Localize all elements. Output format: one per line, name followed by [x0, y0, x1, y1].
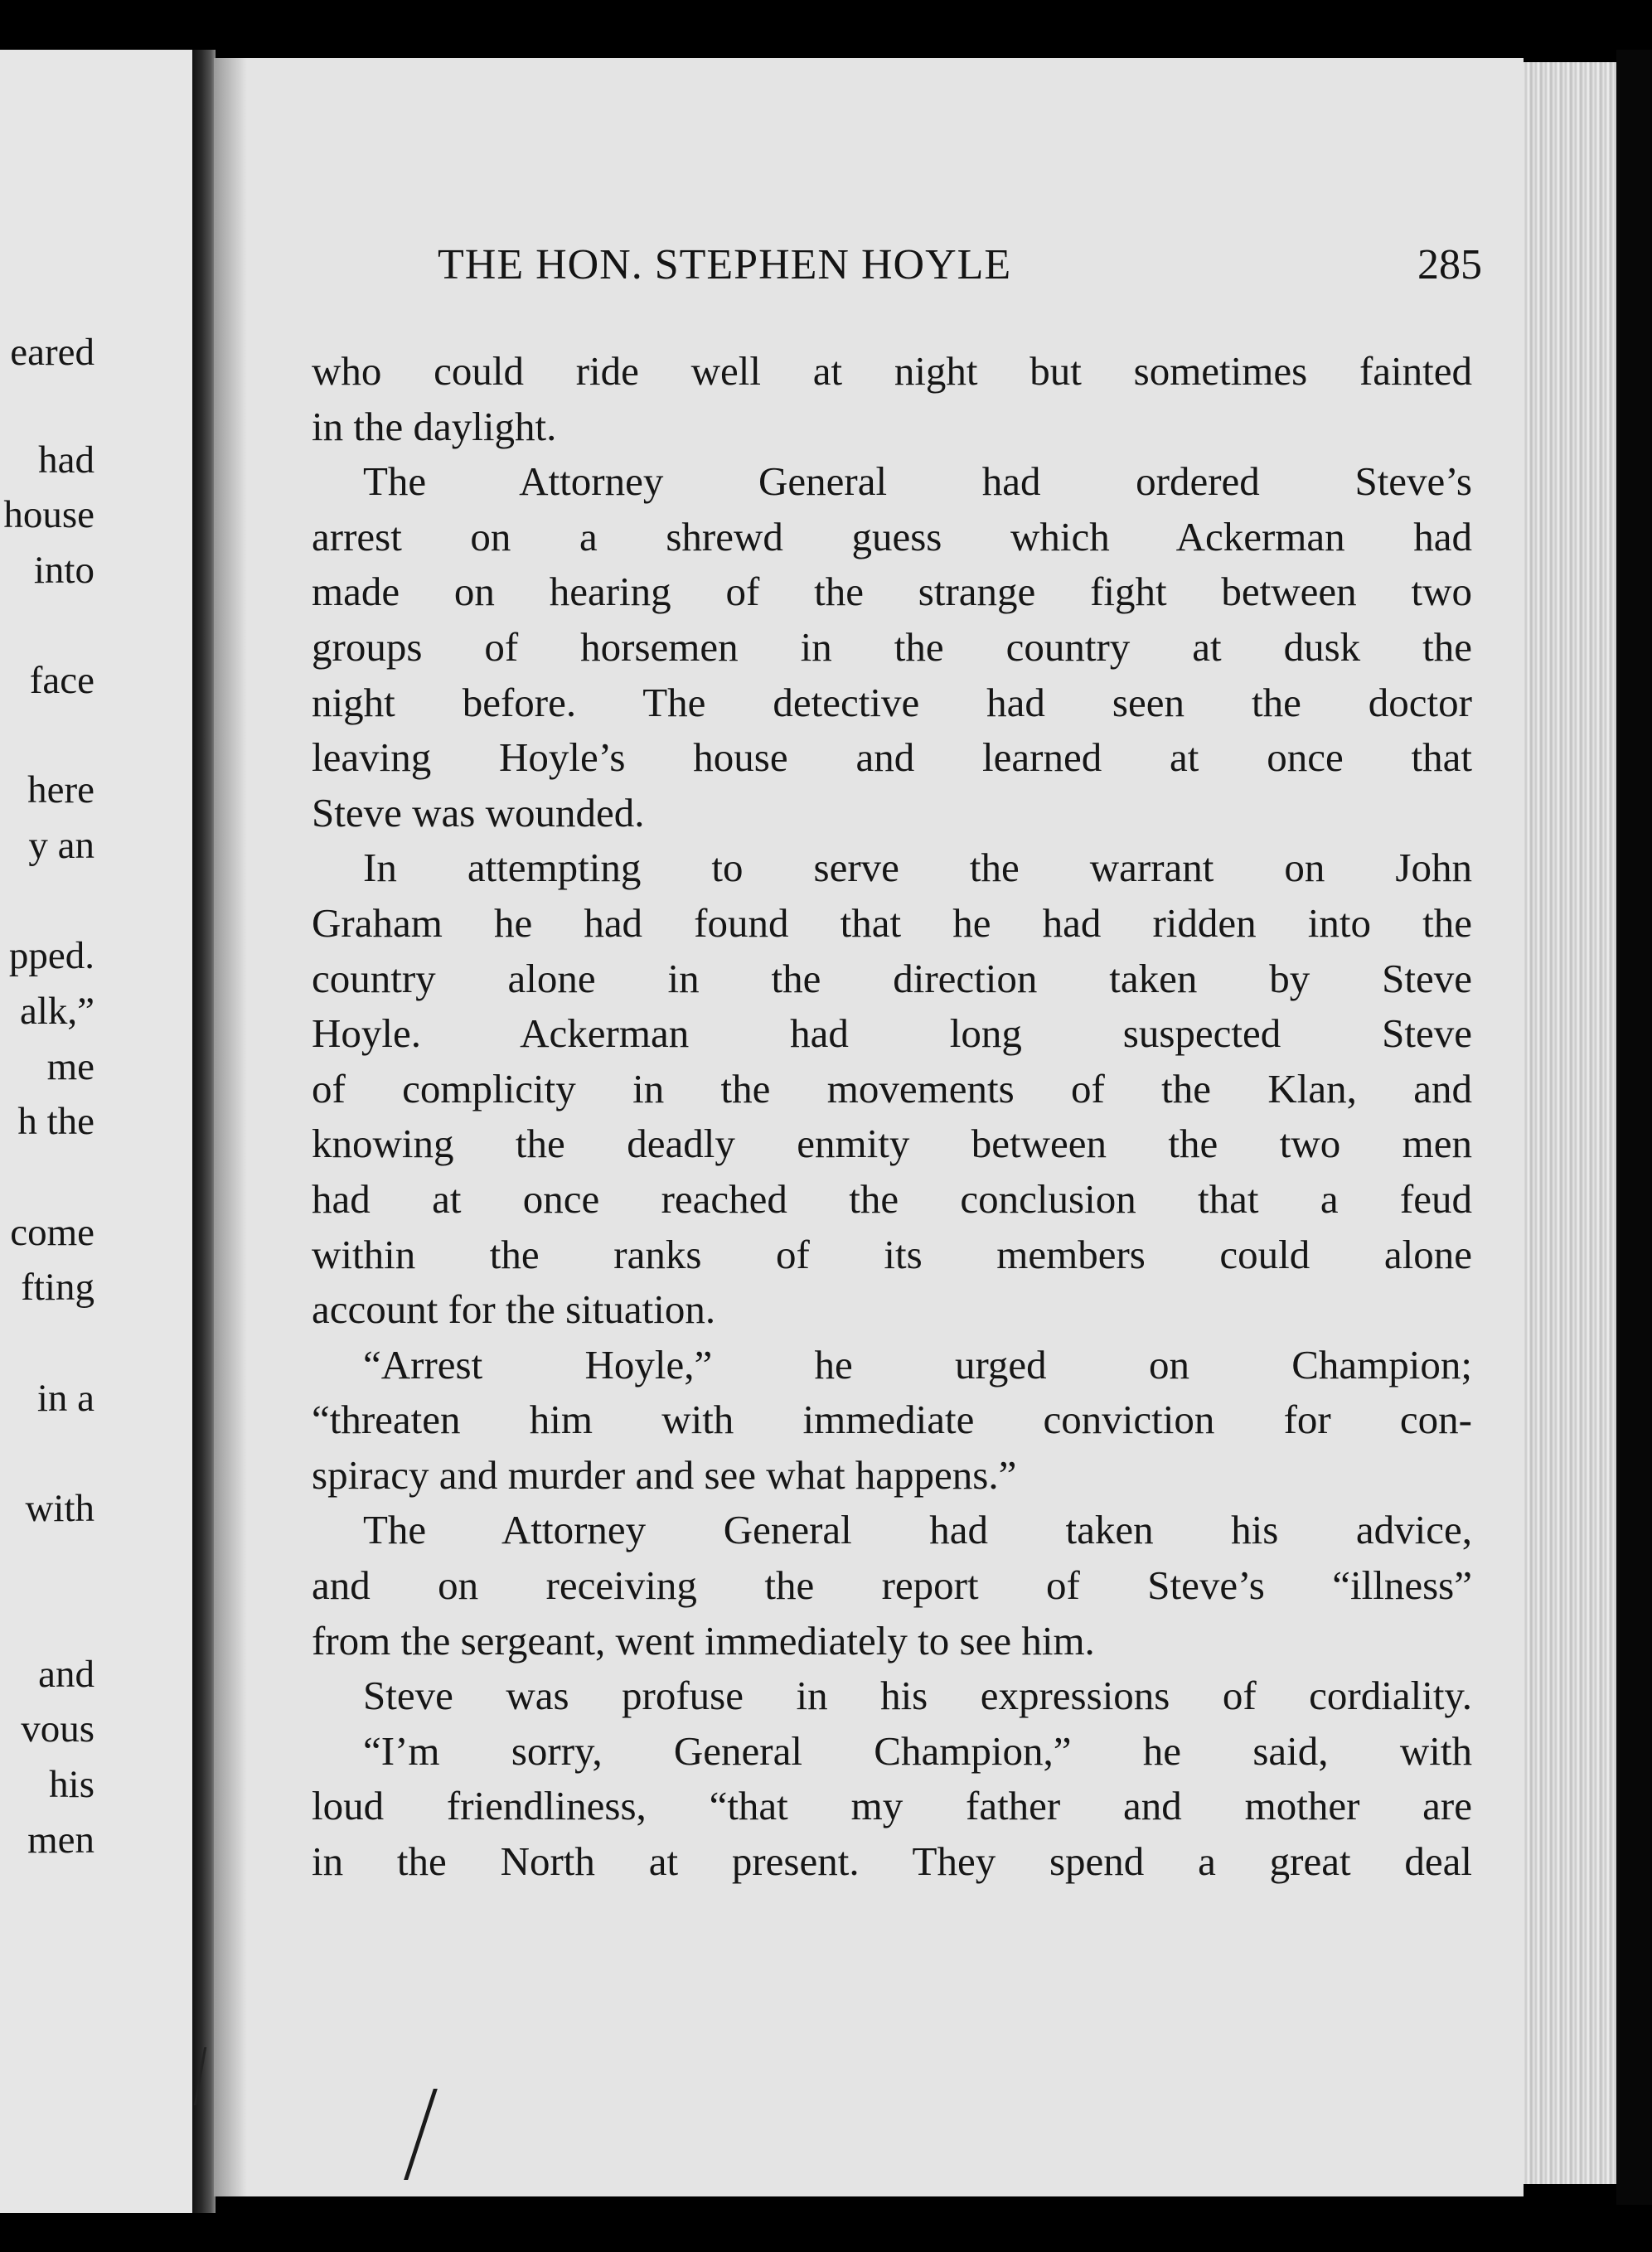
text-line: arrest on a shrewd guess which Ackerman had [312, 513, 1472, 559]
scan-border [1616, 50, 1652, 2205]
text-line: in the North at present. They spend a great deal [312, 1838, 1472, 1885]
text-line: within the ranks of its members could alone [312, 1231, 1472, 1277]
text-line: leaving Hoyle’s house and learned at once that [312, 734, 1472, 781]
text-line: Hoyle. Ackerman had long suspected Steve [312, 1010, 1472, 1057]
text-line: had at once reached the conclusion that a feud [312, 1175, 1472, 1222]
text-line: In attempting to serve the warrant on John [363, 845, 1472, 891]
left-page-line: his [49, 1763, 94, 1806]
left-page-line: fting [21, 1266, 94, 1309]
left-page-line: here [27, 768, 94, 811]
left-page-line: and [38, 1653, 94, 1696]
left-page-line: alk,” [19, 990, 94, 1033]
text-line: groups of horsemen in the country at dusk the [312, 623, 1472, 670]
left-page-line: vous [21, 1707, 94, 1751]
text-line: night before. The detective had seen the doctor [312, 679, 1472, 725]
running-head [438, 240, 1482, 307]
body-text [312, 344, 1472, 1890]
left-page-line: y an [28, 824, 94, 867]
text-line: of complicity in the movements of the Klan, and [312, 1065, 1472, 1111]
text-line: “I’m sorry, General Champion,” he said, with [363, 1727, 1472, 1774]
running-title: THE HON. STEPHEN HOYLE [438, 241, 1012, 288]
text-line: The Attorney General had ordered Steve’s [363, 458, 1472, 505]
gutter-shadow [214, 58, 247, 2196]
text-line: made on hearing of the strange fight between two [312, 569, 1472, 615]
left-facing-page [0, 50, 192, 2213]
text-line: knowing the deadly enmity between the two men [312, 1121, 1472, 1167]
left-page-line: house [3, 493, 94, 536]
text-line: Steve was wounded. [312, 789, 645, 835]
book-gutter [192, 50, 216, 2213]
main-page [214, 58, 1524, 2196]
text-line: “Arrest Hoyle,” he urged on Champion; [363, 1341, 1472, 1388]
left-page-line: had [38, 438, 94, 482]
text-line: Steve was profuse in his expressions of cordiality. [363, 1673, 1472, 1719]
text-line: The Attorney General had taken his advice, [363, 1507, 1472, 1553]
page-number: 285 [1417, 241, 1482, 288]
left-page-line: with [25, 1487, 94, 1530]
left-page-line: men [27, 1819, 94, 1862]
text-line: country alone in the direction taken by Steve [312, 955, 1472, 1001]
text-line: account for the situation. [312, 1286, 716, 1333]
left-page-line: come [10, 1211, 94, 1254]
left-page-line: into [33, 549, 94, 592]
page-edges [1524, 62, 1616, 2184]
left-page-line: face [29, 659, 94, 702]
text-line: loud friendliness, “that my father and mother are [312, 1783, 1472, 1829]
left-page-line: in a [36, 1377, 94, 1420]
text-line: in the daylight. [312, 403, 557, 449]
text-line: from the sergeant, went immediately to see him. [312, 1617, 1095, 1664]
left-page-line: eared [10, 331, 94, 374]
left-page-line: me [46, 1045, 94, 1088]
text-line: “threaten him with immediate conviction for con- [312, 1397, 1472, 1443]
text-line: Graham he had found that he had ridden into the [312, 899, 1472, 946]
text-line: who could ride well at night but sometimes fainted [312, 348, 1472, 394]
text-line: spiracy and murder and see what happens.” [312, 1451, 1017, 1498]
left-page-line: h the [17, 1100, 94, 1143]
text-line: and on receiving the report of Steve’s “illness” [312, 1562, 1472, 1609]
left-page-line: pped. [8, 934, 94, 977]
